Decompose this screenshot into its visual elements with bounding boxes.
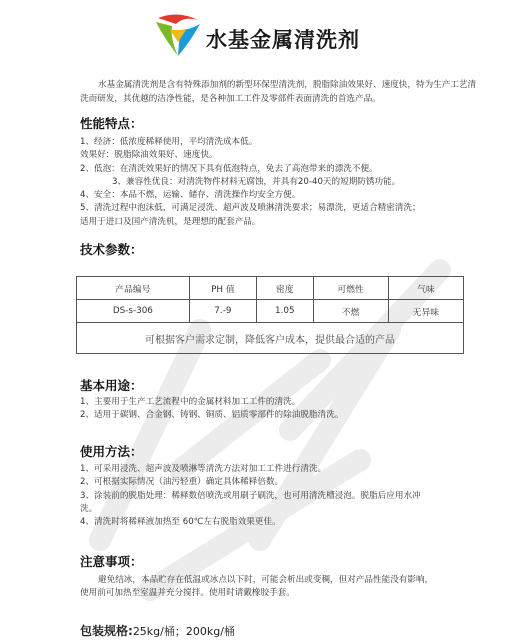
column-header: 可燃性 [313,277,388,300]
notice-text [80,574,433,601]
list-item: 效果好：脱脂除油效果好、速度快。 [80,150,218,161]
list-item: 避免结冰，本品贮存在低温或冰点以下时，可能会析出或变稠，但对产品性能没有影响， [98,575,434,585]
brand-logo-icon [150,8,206,64]
features-list [80,136,421,229]
list-item: 使用前可加热至室温并充分搅拌。使用时请戴橡胶手套。 [80,588,295,599]
column-header: 产品编号 [77,277,190,300]
table-note: 可根据客户需求定制，降低客户成本，提供最合适的产品 [77,323,464,354]
list-item: 1、可采用浸洗、超声波及喷淋等清洗方法对加工工件进行清洗。 [80,464,327,474]
packing-label: 包装规格: [80,624,133,638]
list-item: 1、经济：低浓度稀释使用，平均清洗成本低。 [80,137,258,147]
packing-value: 25kg/桶；200kg/桶 [132,625,235,638]
list-item: 4、清洗时将稀释液加热至 60℃左右脱脂效果更佳。 [80,517,281,528]
column-header: PH 值 [189,277,256,300]
table-cell: 无异味 [388,300,463,323]
list-item: 2、低泡：在清洗效果好的情况下具有低泡特点，免去了高泡带来的漂洗不便。 [80,163,378,174]
table-header-row [77,277,464,300]
table-cell: DS-s-306 [77,300,190,323]
list-item: 2、适用于碳钢、合金钢、铸钢、铜质、铝质零部件的除油脱脂清洗。 [80,410,344,421]
method-list [80,463,421,529]
column-header: 密度 [257,277,313,300]
list-item: 4、安全：本品不燃，运输、储存、清洗操作均安全方便。 [80,190,301,201]
packing-spec [80,622,235,639]
table-cell: 不燃 [313,300,388,323]
table-row [77,300,464,323]
header [0,0,529,70]
intro-paragraph: 水基金属清洗剂是含有特殊添加剂的新型环保型清洗剂，脱脂除油效果好、速度快，特为生产工艺清洗而研发，其优越的洁净性能，是各种加工工件及零部件表面清洗的首选产品。 [80,80,477,104]
list-item: 适用于进口及国产清洗机，是理想的配套产品。 [80,216,261,227]
usage-list [80,396,343,423]
list-item: 1、主要用于生产工艺流程中的金属材料加工工件的清洗。 [80,397,301,407]
method-heading: 使用方法： [80,444,143,459]
notice-heading: 注意事项： [80,554,143,569]
brand-title: 水基金属清洗剂 [206,28,360,52]
list-item: 3、涂装前的脱脂处理：稀释数倍喷洗或用刷子刷洗，也可用清洗槽浸泡。脱脂后应用水冲 [80,490,421,501]
list-item: 5、清洗过程中泡沫低，可满足浸洗、超声波及喷淋清洗要求；易漂洗，更适合精密清洗； [80,203,421,214]
list-item: 洗。 [80,503,98,514]
specs-table [76,276,464,354]
table-cell: 7.-9 [189,300,256,323]
specs-heading: 技术参数： [80,242,143,257]
list-item: 2、可根据实际情况（油污轻重）确定具体稀释倍数。 [80,477,284,488]
column-header: 气味 [388,277,463,300]
table-note-row [77,323,464,354]
usage-heading: 基本用途： [80,378,143,393]
features-heading: 性能特点： [80,116,143,131]
list-item: 3、兼容性优良：对清洗物件材料无腐蚀，并具有20-40天的短期防锈功能。 [112,176,401,187]
table-cell: 1.05 [257,300,313,323]
